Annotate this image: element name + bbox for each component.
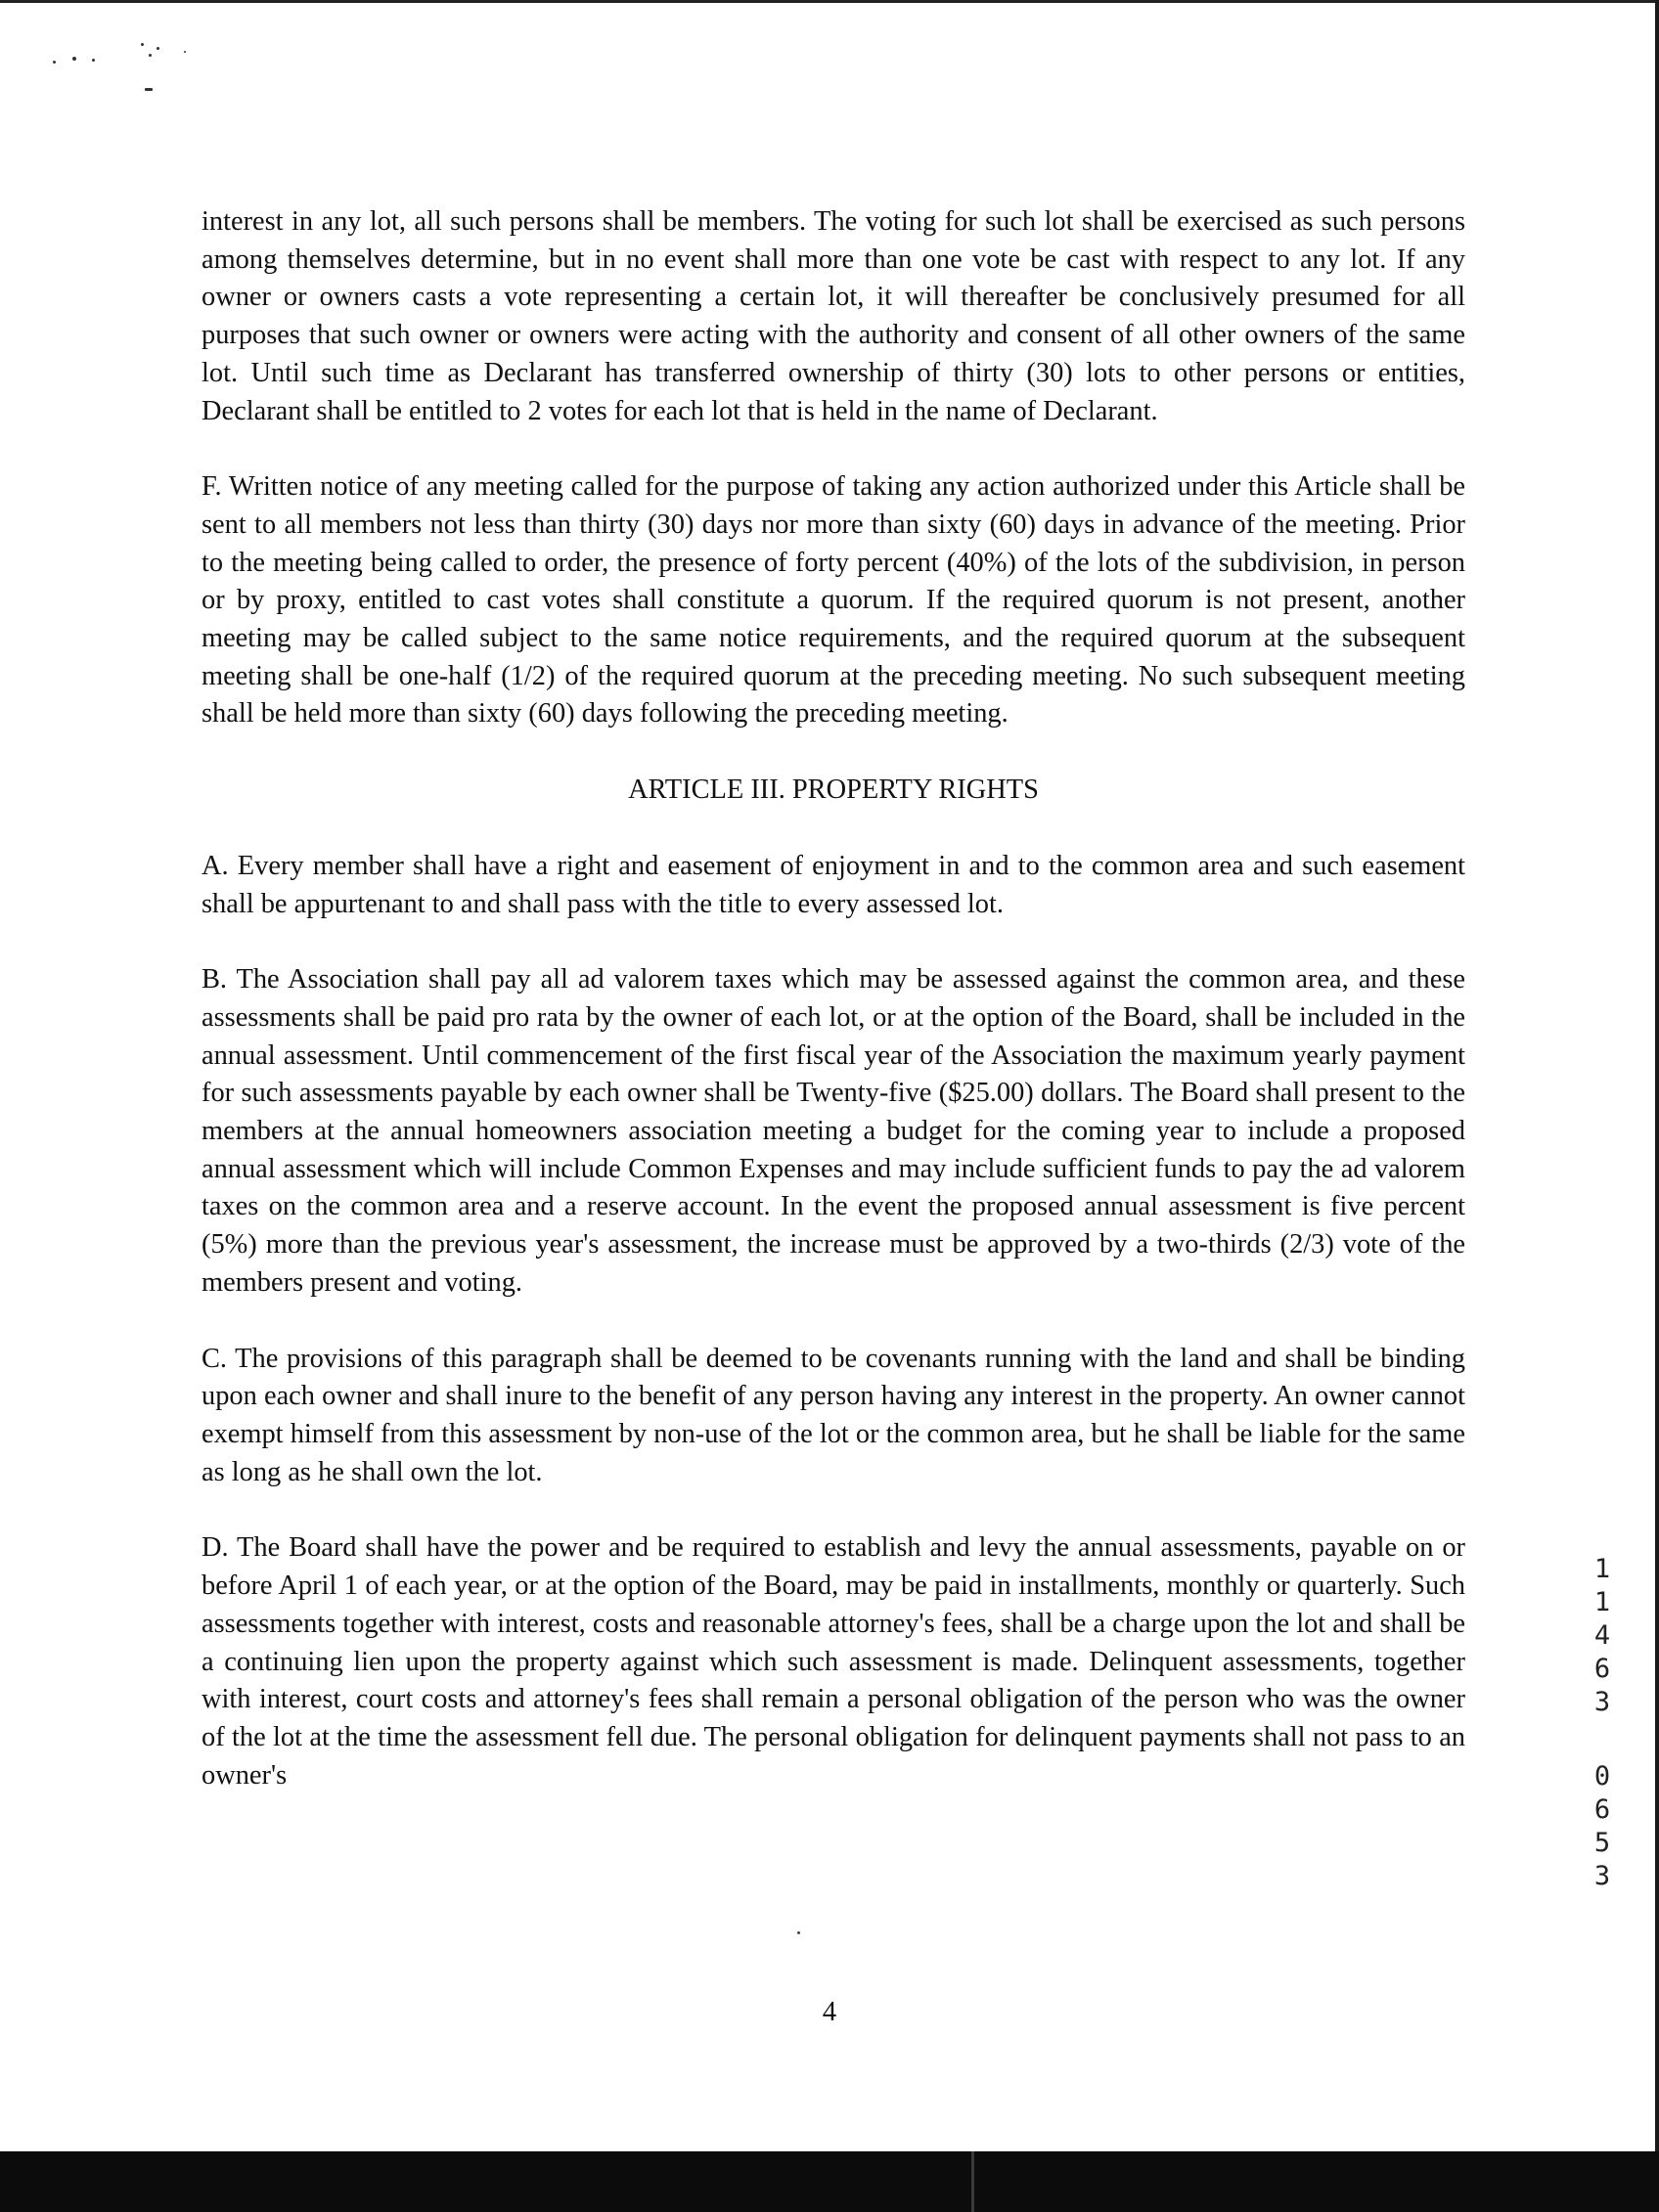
article-heading: ARTICLE III. PROPERTY RIGHTS bbox=[628, 774, 1039, 806]
stamp-digit: 5 bbox=[1593, 1828, 1611, 1858]
document-body bbox=[202, 203, 1465, 1833]
scan-specks bbox=[39, 39, 196, 98]
paragraph-c: C. The provisions of this paragraph shall be deemed to be covenants running with the land and shall be binding upon each owner and shall inure to the benefit of any person having any interest in the property. An owner cannot exempt himself from this assessment by non-use of the lot or the common area, but he shall be liable for the same as long as he shall own the lot. bbox=[202, 1343, 1465, 1487]
stamp-digit: 3 bbox=[1593, 1687, 1611, 1717]
stamp-digit: 6 bbox=[1593, 1794, 1611, 1825]
paragraph-f: F. Written notice of any meeting called for the purpose of taking any action authorized under this Article shall be sent to all members not less than thirty (30) days nor more than sixty (60) days in advance of the meeting. Prior to the meeting being called to order, the presence of forty percent (40%) of the lots of the subdivision, in person or by proxy, entitled to cast votes shall constitute a quorum. If the required quorum is not present, another meeting may be called subject to the same notice requirements, and the required quorum at the subsequent meeting shall be one-half (1/2) of the required quorum at the preceding meeting. No such subsequent meeting shall be held more than sixty (60) days following the preceding meeting. bbox=[202, 471, 1465, 730]
stamp-digit: 4 bbox=[1593, 1620, 1611, 1651]
stamp-digit: 6 bbox=[1593, 1654, 1611, 1684]
paragraph-e-continuation: interest in any lot, all such persons shall be members. The voting for such lot shall be exercised as such persons among themselves determine, but in no event shall more than one vote be cast with respect to any lot. If any owner or owners casts a vote representing a certain lot, it will thereafter be conclusively presumed for all purposes that such owner or owners were acting with the authority and consent of all other owners of the same lot. Until such time as Declarant has transferred ownership of thirty (30) lots to other persons or entities, Declarant shall be entitled to 2 votes for each lot that is held in the name of Declarant. bbox=[202, 206, 1465, 426]
scan-dot bbox=[797, 1931, 800, 1934]
page-number: 4 bbox=[822, 1997, 837, 2027]
scan-bottom-divider bbox=[971, 2151, 974, 2212]
margin-stamp bbox=[1583, 1553, 1622, 1893]
scan-bottom-border bbox=[0, 2151, 1659, 2212]
scan-right-edge bbox=[1655, 0, 1659, 2151]
stamp-digit: 3 bbox=[1593, 1861, 1611, 1891]
paragraph-d: D. The Board shall have the power and be required to establish and levy the annual assessments, payable on or before April 1 of each year, or at the option of the Board, may be paid in installments, monthly or quarterly. Such assessments together with interest, costs and reasonable attorney's fees, shall be a charge upon the lot and shall be a continuing lien upon the property against which such assessment is made. Delinquent assessments, together with interest, court costs and attorney's fees shall remain a personal obligation of the person who was the owner of the lot at the time the assessment fell due. The personal obligation for delinquent payments shall not pass to an owner's bbox=[202, 1532, 1465, 1791]
paragraph-a: A. Every member shall have a right and easement of enjoyment in and to the common area and such easement shall be appurtenant to and shall pass with the title to every assessed lot. bbox=[202, 850, 1465, 919]
scan-top-edge bbox=[0, 0, 1659, 3]
paragraph-b: B. The Association shall pay all ad valorem taxes which may be assessed against the common area, and these assessments shall be paid pro rata by the owner of each lot, or at the option of the Board, shall be included in the annual assessment. Until commencement of the first fiscal year of the Association the maximum yearly payment for such assessments payable by each owner shall be Twenty-five ($25.00) dollars. The Board shall present to the members at the annual homeowners association meeting a budget for the coming year to include a proposed annual assessment which will include Common Expenses and may include sufficient funds to pay the ad valorem taxes on the common area and a reserve account. In the event the proposed annual assessment is five percent (5%) more than the previous year's assessment, the increase must be approved by a two-thirds (2/3) vote of the members present and voting. bbox=[202, 964, 1465, 1298]
stamp-digit: 0 bbox=[1593, 1761, 1611, 1792]
stamp-digit: 1 bbox=[1593, 1587, 1611, 1617]
stamp-digit: 1 bbox=[1593, 1554, 1611, 1584]
